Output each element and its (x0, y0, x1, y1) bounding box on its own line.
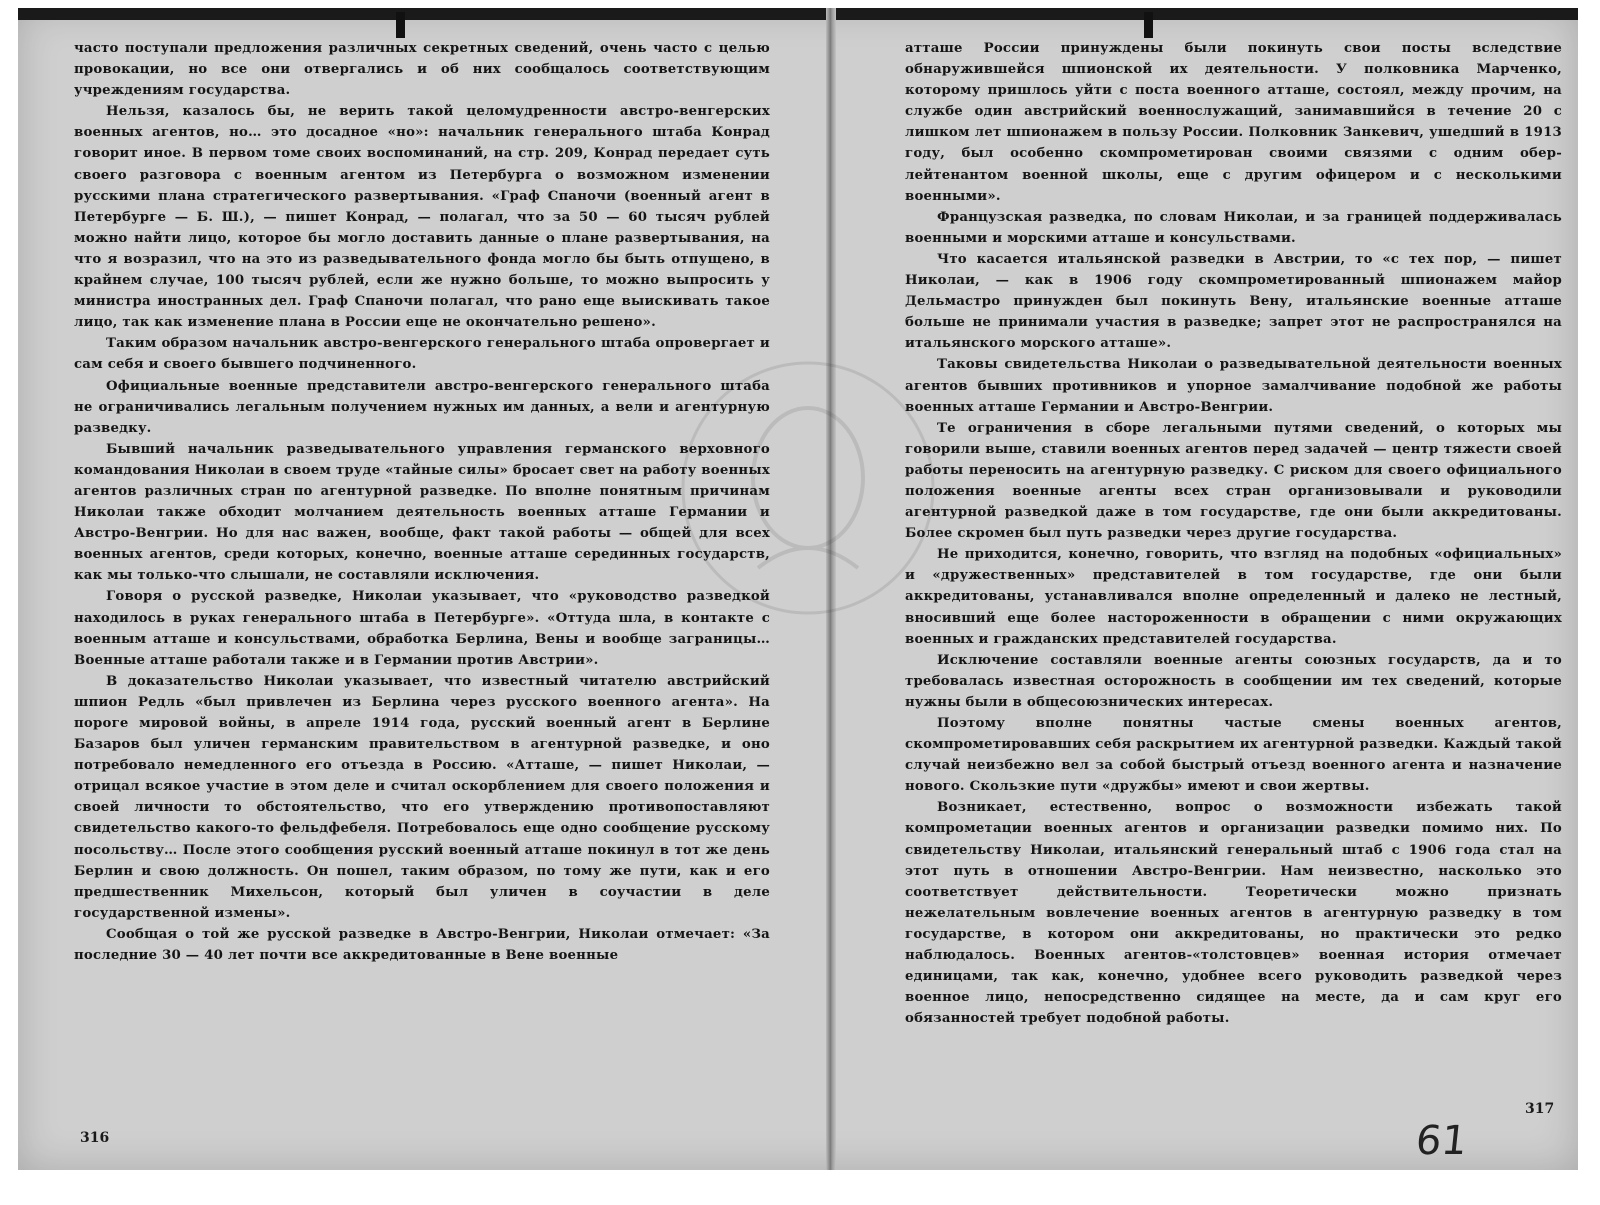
page-number-right: 317 (1525, 1101, 1555, 1117)
paragraph: Официальные военные представители австро-венгерского генерального штаба не ограничивались легальным получением нужных им данных, а вели и агентурную разведку. (74, 378, 770, 436)
scanned-spread (18, 8, 1578, 1170)
paragraph: Возникает, естественно, вопрос о возможности избежать такой компрометации военных агентов и организации разведки помимо них. По свидетельству Николаи, итальянский генеральный штаб с 1906 года стал на этот путь в отношении Австро-Венгрии. Нам неизвестно, насколько это соответствует действительности. Теоретически можно признать нежелательным вовлечение военных агентов в агентурную разведку в том государстве, в котором они аккредитованы, но практически это редко наблюдалось. Военных агентов-«толстовцев» военная история отмечает единицами, так как, конечно, удобнее всего руководить разведкой через военное лицо, непосредственно сидящее на месте, да и сам круг его обязанностей требует подобной работы. (905, 800, 1562, 1027)
paragraph: часто поступали предложения различных секретных сведений, очень часто с целью провокации, но все они отвергались и об них сообщалось соответствующим учреждениям государства. (74, 41, 770, 99)
paragraph: Нельзя, казалось бы, не верить такой целомудренности австро-венгерских военных агентов, но… это досадное «но»: начальник генерального штаба Конрад говорит иное. В первом томе своих воспоминаний, на стр. 209, Конрад передает суть своего разговора с военным агентом из Петербурга о возможном изменении русскими плана стратегического развертывания. «Граф Спаночи (военный агент в Петербурге — Б. Ш.), — пишет Конрад, — полагал, что за 50 — 60 тысяч рублей можно найти лицо, которое бы могло доставить данные о плане развертывания, на что я возразил, что на это из разведывательного фонда могло бы быть отпущено, в крайнем случае, 100 тысяч рублей, если же нужно больше, то можно выпросить у министра иностранных дел. Граф Спаночи полагал, что рано еще выискивать такое лицо, так как изменение плана в России еще не окончательно решено». (74, 104, 770, 331)
paragraph: атташе России принуждены были покинуть свои посты вследствие обнаружившейся шпионской их деятельности. У полковника Марченко, которому пришлось уйти с поста военного атташе, состоял, между прочим, на службе один австрийский военнослужащий, занимавшийся в течение 20 с лишком лет шпионажем в пользу России. Полковник Занкевич, ушедший в 1913 году, был особенно скомпрометирован своими связями с одним обер-лейтенантом военной школы, еще с другим офицером и с несколькими военными». (905, 41, 1562, 204)
binding-mark (396, 12, 405, 38)
page-number-left: 316 (80, 1130, 110, 1146)
left-page-text (74, 38, 770, 966)
handwritten-page-note: 61 (1413, 1118, 1470, 1164)
paragraph: Те ограничения в сборе легальными путями сведений, о которых мы говорили выше, ставили военных агентов перед задачей — центр тяжести своей работы переносить на агентурную разведку. С риском для своего официального положения военные агенты всех стран организовывали и руководили агентурной разведкой даже в том государстве, где они были аккредитованы. Более скромен был путь разведки через другие государства. (905, 420, 1562, 542)
paragraph: Не приходится, конечно, говорить, что взгляд на подобных «официальных» и «дружественных» представителей в том государстве, где они были аккредитованы, устанавливался вполне определенный и далеко не лестный, вносивший еще более настороженности в обращении с ними окружающих военных и гражданских представителей государства. (905, 547, 1562, 647)
book-gutter (826, 8, 836, 1170)
paragraph: Исключение составляли военные агенты союзных государств, да и то требовалась известная осторожность в сообщении им тех сведений, которые нужны были в общесоюзнических интересах. (905, 652, 1562, 710)
binding-mark (1144, 12, 1153, 38)
paragraph: Таким образом начальник австро-венгерского генерального штаба опровергает и сам себя и своего бывшего подчиненного. (74, 336, 770, 373)
right-page-text (905, 38, 1562, 1029)
paragraph: Говоря о русской разведке, Николаи указывает, что «руководство разведкой находилось в руках генерального штаба в Петербурге». «Оттуда шла, в контакте с военным атташе и консульствами, обработка Берлина, Вены и вообще заграницы… Военные атташе работали также и в Германии против Австрии». (74, 589, 770, 668)
paragraph: Таковы свидетельства Николаи о разведывательной деятельности военных агентов бывших противников и упорное замалчивание подобной же работы военных атташе Германии и Австро-Венгрии. (905, 357, 1562, 415)
paragraph: Поэтому вполне понятны частые смены военных агентов, скомпрометировавших себя раскрытием их агентурной разведки. Каждый такой случай неизбежно вел за собой быстрый отъезд военного агента и назначение нового. Скользкие пути «дружбы» имеют и свои жертвы. (905, 716, 1562, 795)
paragraph: Французская разведка, по словам Николаи, и за границей поддерживалась военными и морскими атташе и консульствами. (905, 209, 1562, 246)
paragraph: Сообщая о той же русской разведке в Австро-Венгрии, Николаи отмечает: «За последние 30 — 40 лет почти все аккредитованные в Вене военные (74, 926, 770, 964)
top-dark-band (18, 8, 1578, 20)
paragraph: Что касается итальянской разведки в Австрии, то «с тех пор, — пишет Николаи, — как в 1906 году скомпрометированный шпионажем майор Дельмастро принужден был покинуть Вену, итальянские военные атташе больше не принимали участия в разведке; запрет этот не распространялся на итальянского морского атташе». (905, 251, 1562, 352)
paragraph: В доказательство Николаи указывает, что известный читателю австрийский шпион Редль «был привлечен из Берлина через русского военного агента». На пороге мировой войны, в апреле 1914 года, русский военный агент в Берлине Базаров был уличен германским правительством в агентурной разведке, и оно потребовало немедленного его отъезда в Россию. «Атташе, — пишет Николаи, — отрицал всякое участие в этом деле и считал оскорблением для своего положения и своей личности то обстоятельство, что его утверждению противопоставляют свидетельство какого-то фельдфебеля. Потребовалось еще одно сообщение русскому посольству… После этого сообщения русский военный атташе покинул в тот же день Берлин и свою должность. Он пошел, таким образом, по тому же пути, как и его предшественник Михельсон, который был уличен в соучастии в деле государственной измены». (74, 673, 770, 921)
paragraph: Бывший начальник разведывательного управления германского верховного командования Николаи в своем труде «тайные силы» бросает свет на работу военных агентов различных стран по агентурной разведке. По вполне понятным причинам Николаи также обходит молчанием деятельность военных атташе Германии и Австро-Венгрии. Но для нас важен, вообще, факт такой работы — общей для всех военных агентов, среди которых, конечно, военные атташе серединных государств, как мы только-что слышали, не составляли исключения. (74, 441, 770, 584)
